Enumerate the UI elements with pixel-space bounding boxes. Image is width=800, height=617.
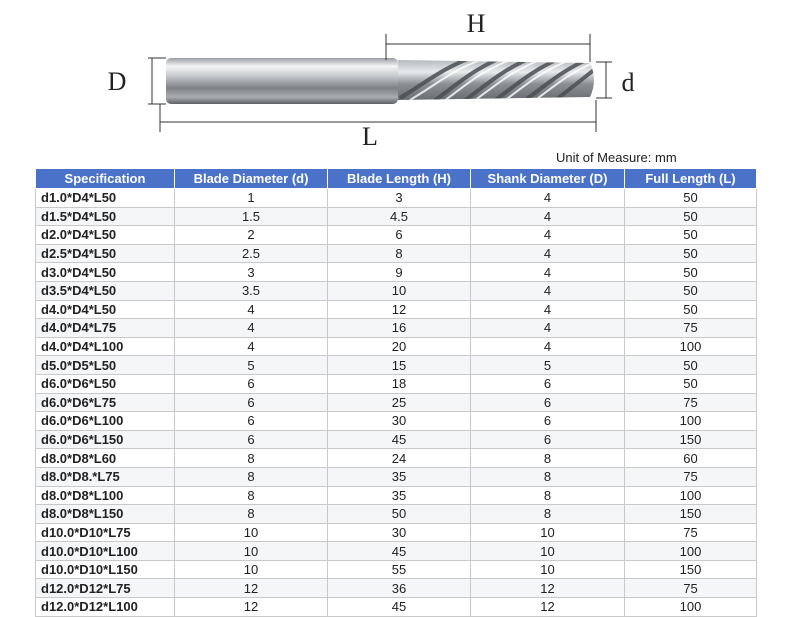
cell-shank-diameter: 4 bbox=[471, 263, 625, 282]
blade-diameter-label: d bbox=[621, 68, 635, 97]
cell-blade-diameter: 4 bbox=[175, 337, 328, 356]
cell-specification: d10.0*D10*L100 bbox=[36, 542, 175, 561]
cell-shank-diameter: 8 bbox=[471, 486, 625, 505]
cell-blade-diameter: 8 bbox=[175, 505, 328, 524]
header-full-length: Full Length (L) bbox=[625, 169, 757, 189]
cell-specification: d12.0*D12*L75 bbox=[36, 579, 175, 598]
cell-blade-length: 24 bbox=[328, 449, 471, 468]
cell-specification: d5.0*D5*L50 bbox=[36, 356, 175, 375]
table-row bbox=[36, 486, 757, 505]
cell-blade-diameter: 10 bbox=[175, 523, 328, 542]
cell-full-length: 50 bbox=[625, 281, 757, 300]
unit-of-measure-note: Unit of Measure: mm bbox=[556, 150, 677, 165]
cell-blade-diameter: 8 bbox=[175, 449, 328, 468]
cell-specification: d6.0*D6*L150 bbox=[36, 430, 175, 449]
shank bbox=[166, 58, 398, 104]
cell-blade-length: 18 bbox=[328, 374, 471, 393]
cell-blade-length: 55 bbox=[328, 560, 471, 579]
blade-length-label: H bbox=[466, 9, 486, 38]
table-row bbox=[36, 449, 757, 468]
cell-shank-diameter: 10 bbox=[471, 542, 625, 561]
cell-specification: d10.0*D10*L75 bbox=[36, 523, 175, 542]
cell-specification: d6.0*D6*L50 bbox=[36, 374, 175, 393]
cell-specification: d4.0*D4*L50 bbox=[36, 300, 175, 319]
cell-specification: d3.0*D4*L50 bbox=[36, 263, 175, 282]
cell-shank-diameter: 6 bbox=[471, 393, 625, 412]
cell-blade-diameter: 3 bbox=[175, 263, 328, 282]
cell-blade-length: 16 bbox=[328, 319, 471, 338]
table-row bbox=[36, 263, 757, 282]
cell-shank-diameter: 4 bbox=[471, 226, 625, 245]
cell-blade-diameter: 5 bbox=[175, 356, 328, 375]
cell-shank-diameter: 4 bbox=[471, 319, 625, 338]
cell-specification: d4.0*D4*L75 bbox=[36, 319, 175, 338]
cell-shank-diameter: 4 bbox=[471, 244, 625, 263]
cell-specification: d6.0*D6*L75 bbox=[36, 393, 175, 412]
cell-blade-length: 20 bbox=[328, 337, 471, 356]
table-row bbox=[36, 560, 757, 579]
cell-full-length: 150 bbox=[625, 430, 757, 449]
cell-full-length: 100 bbox=[625, 542, 757, 561]
cell-full-length: 50 bbox=[625, 374, 757, 393]
cell-specification: d12.0*D12*L100 bbox=[36, 598, 175, 617]
cell-full-length: 50 bbox=[625, 207, 757, 226]
cell-shank-diameter: 12 bbox=[471, 579, 625, 598]
table-row bbox=[36, 319, 757, 338]
cell-blade-diameter: 4 bbox=[175, 300, 328, 319]
cell-blade-diameter: 2 bbox=[175, 226, 328, 245]
header-blade-diameter: Blade Diameter (d) bbox=[175, 169, 328, 189]
full-length-label: L bbox=[362, 122, 378, 151]
cell-shank-diameter: 4 bbox=[471, 189, 625, 208]
cell-blade-length: 15 bbox=[328, 356, 471, 375]
cell-blade-diameter: 6 bbox=[175, 393, 328, 412]
cell-full-length: 50 bbox=[625, 189, 757, 208]
table-row bbox=[36, 412, 757, 431]
cell-full-length: 60 bbox=[625, 449, 757, 468]
cell-blade-diameter: 12 bbox=[175, 598, 328, 617]
table-row bbox=[36, 430, 757, 449]
table-row bbox=[36, 337, 757, 356]
table-row bbox=[36, 598, 757, 617]
spec-table bbox=[35, 168, 757, 617]
cell-full-length: 75 bbox=[625, 319, 757, 338]
cell-shank-diameter: 6 bbox=[471, 374, 625, 393]
cell-blade-length: 9 bbox=[328, 263, 471, 282]
cell-specification: d2.0*D4*L50 bbox=[36, 226, 175, 245]
cell-blade-diameter: 6 bbox=[175, 374, 328, 393]
cell-blade-diameter: 6 bbox=[175, 430, 328, 449]
cell-full-length: 75 bbox=[625, 467, 757, 486]
table-row bbox=[36, 356, 757, 375]
cell-blade-length: 12 bbox=[328, 300, 471, 319]
cell-blade-length: 25 bbox=[328, 393, 471, 412]
cell-blade-length: 30 bbox=[328, 523, 471, 542]
cell-shank-diameter: 8 bbox=[471, 505, 625, 524]
cell-blade-diameter: 6 bbox=[175, 412, 328, 431]
cell-full-length: 100 bbox=[625, 337, 757, 356]
cell-specification: d2.5*D4*L50 bbox=[36, 244, 175, 263]
cell-blade-length: 4.5 bbox=[328, 207, 471, 226]
end-mill-diagram bbox=[0, 0, 800, 160]
cell-blade-diameter: 12 bbox=[175, 579, 328, 598]
cell-blade-length: 3 bbox=[328, 189, 471, 208]
cell-blade-diameter: 10 bbox=[175, 560, 328, 579]
table-row bbox=[36, 505, 757, 524]
cell-specification: d10.0*D10*L150 bbox=[36, 560, 175, 579]
table-row bbox=[36, 579, 757, 598]
cell-blade-diameter: 4 bbox=[175, 319, 328, 338]
table-header-row bbox=[36, 169, 757, 189]
cell-full-length: 50 bbox=[625, 244, 757, 263]
cell-shank-diameter: 6 bbox=[471, 412, 625, 431]
fluted-blade bbox=[398, 58, 610, 104]
cell-blade-length: 10 bbox=[328, 281, 471, 300]
cell-specification: d6.0*D6*L100 bbox=[36, 412, 175, 431]
cell-full-length: 100 bbox=[625, 486, 757, 505]
cell-shank-diameter: 5 bbox=[471, 356, 625, 375]
table-row bbox=[36, 300, 757, 319]
cell-blade-length: 45 bbox=[328, 542, 471, 561]
cell-blade-length: 50 bbox=[328, 505, 471, 524]
cell-shank-diameter: 4 bbox=[471, 337, 625, 356]
cell-blade-diameter: 1 bbox=[175, 189, 328, 208]
table-row bbox=[36, 244, 757, 263]
table-row bbox=[36, 542, 757, 561]
cell-shank-diameter: 4 bbox=[471, 300, 625, 319]
shank-diameter-label: D bbox=[107, 67, 127, 96]
cell-blade-length: 45 bbox=[328, 430, 471, 449]
cell-specification: d8.0*D8.*L75 bbox=[36, 467, 175, 486]
cell-shank-diameter: 10 bbox=[471, 523, 625, 542]
cell-blade-diameter: 3.5 bbox=[175, 281, 328, 300]
cell-full-length: 150 bbox=[625, 560, 757, 579]
cell-full-length: 75 bbox=[625, 523, 757, 542]
cell-full-length: 100 bbox=[625, 412, 757, 431]
cell-shank-diameter: 10 bbox=[471, 560, 625, 579]
cell-blade-length: 35 bbox=[328, 486, 471, 505]
cell-specification: d1.0*D4*L50 bbox=[36, 189, 175, 208]
cell-shank-diameter: 4 bbox=[471, 281, 625, 300]
cell-full-length: 50 bbox=[625, 263, 757, 282]
cell-blade-length: 45 bbox=[328, 598, 471, 617]
cell-full-length: 150 bbox=[625, 505, 757, 524]
header-shank-diameter: Shank Diameter (D) bbox=[471, 169, 625, 189]
cell-blade-length: 30 bbox=[328, 412, 471, 431]
table-row bbox=[36, 467, 757, 486]
cell-full-length: 75 bbox=[625, 579, 757, 598]
cell-blade-length: 6 bbox=[328, 226, 471, 245]
cell-blade-diameter: 1.5 bbox=[175, 207, 328, 226]
table-row bbox=[36, 281, 757, 300]
cell-specification: d8.0*D8*L150 bbox=[36, 505, 175, 524]
cell-full-length: 75 bbox=[625, 393, 757, 412]
cell-full-length: 50 bbox=[625, 300, 757, 319]
cell-blade-length: 8 bbox=[328, 244, 471, 263]
cell-shank-diameter: 4 bbox=[471, 207, 625, 226]
table-row bbox=[36, 393, 757, 412]
cell-blade-length: 36 bbox=[328, 579, 471, 598]
cell-blade-diameter: 8 bbox=[175, 467, 328, 486]
cell-specification: d8.0*D8*L100 bbox=[36, 486, 175, 505]
table-row bbox=[36, 226, 757, 245]
cell-specification: d1.5*D4*L50 bbox=[36, 207, 175, 226]
cell-blade-diameter: 8 bbox=[175, 486, 328, 505]
table-row bbox=[36, 374, 757, 393]
table-row bbox=[36, 207, 757, 226]
cell-shank-diameter: 12 bbox=[471, 598, 625, 617]
cell-shank-diameter: 8 bbox=[471, 449, 625, 468]
cell-specification: d3.5*D4*L50 bbox=[36, 281, 175, 300]
cell-shank-diameter: 6 bbox=[471, 430, 625, 449]
header-blade-length: Blade Length (H) bbox=[328, 169, 471, 189]
table-body bbox=[36, 189, 757, 617]
table-row bbox=[36, 189, 757, 208]
cell-full-length: 50 bbox=[625, 226, 757, 245]
cell-blade-length: 35 bbox=[328, 467, 471, 486]
cell-blade-diameter: 10 bbox=[175, 542, 328, 561]
cell-full-length: 100 bbox=[625, 598, 757, 617]
cell-blade-diameter: 2.5 bbox=[175, 244, 328, 263]
table-row bbox=[36, 523, 757, 542]
header-specification: Specification bbox=[36, 169, 175, 189]
cell-specification: d4.0*D4*L100 bbox=[36, 337, 175, 356]
cell-full-length: 50 bbox=[625, 356, 757, 375]
cell-specification: d8.0*D8*L60 bbox=[36, 449, 175, 468]
cell-shank-diameter: 8 bbox=[471, 467, 625, 486]
